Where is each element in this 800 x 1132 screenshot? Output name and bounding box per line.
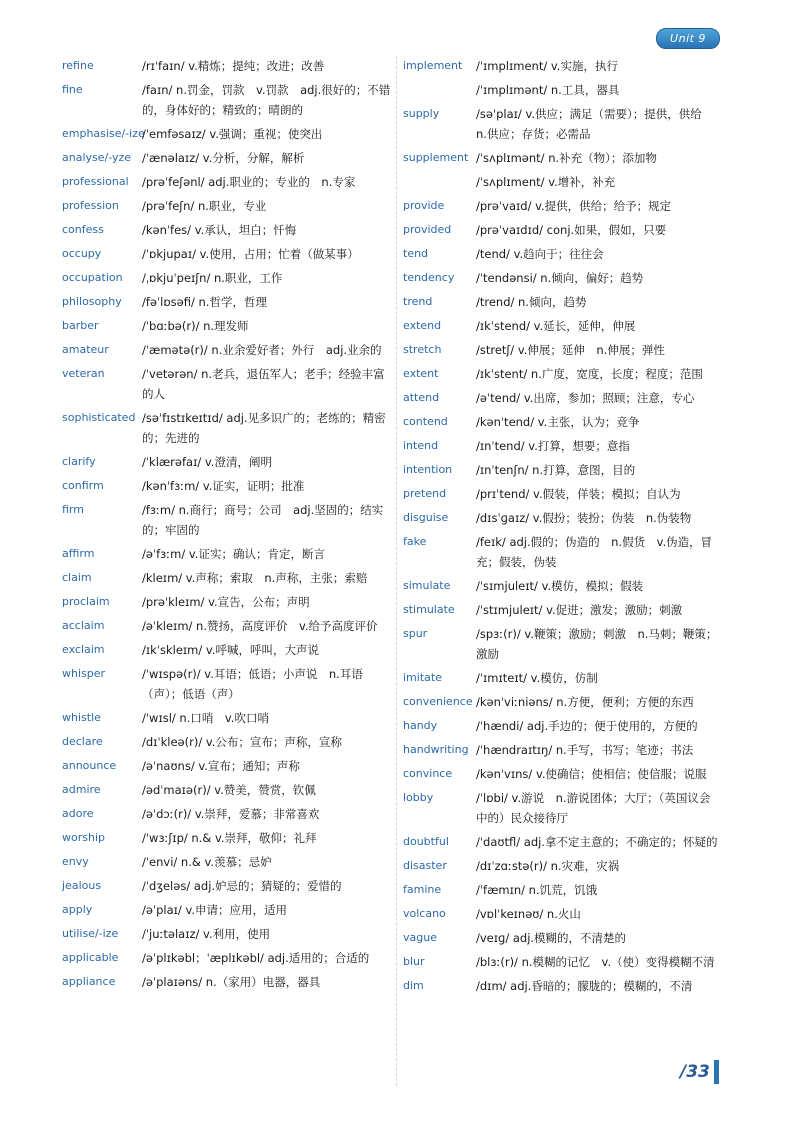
vocab-definition: /ˈjuːtəlaɪz/ v.利用，使用 <box>142 927 271 941</box>
vocab-word: emphasise/-ize <box>62 127 145 140</box>
left-column <box>62 56 392 996</box>
vocab-entry <box>62 476 392 496</box>
vocab-entry <box>62 124 392 144</box>
vocab-definition: /kleɪm/ v.声称；索取 n.声称，主张；索赔 <box>142 571 368 585</box>
vocab-definition: /tend/ v.趋向于；往往会 <box>476 247 604 261</box>
vocab-entry <box>403 576 721 596</box>
vocab-definition: /fɜːm/ n.商行；商号；公司 adj.坚固的；结实的；牢固的 <box>142 503 384 537</box>
vocab-word: confess <box>62 223 104 236</box>
vocab-word: whistle <box>62 711 101 724</box>
vocab-word: announce <box>62 759 117 772</box>
vocab-entry <box>62 364 392 404</box>
vocab-word: extend <box>403 319 442 332</box>
vocab-word: clarify <box>62 455 96 468</box>
vocab-entry <box>62 340 392 360</box>
vocab-entry <box>62 664 392 704</box>
vocab-word: tend <box>403 247 429 260</box>
vocab-definition: /kənˈviːniəns/ n.方便，便利；方便的东西 <box>476 695 694 709</box>
vocab-entry <box>403 244 721 264</box>
vocab-entry <box>403 740 721 760</box>
vocab-entry <box>62 948 392 968</box>
vocab-word: contend <box>403 415 448 428</box>
vocab-word: intention <box>403 463 453 476</box>
vocab-definition: /ˈɪmɪteɪt/ v.模仿，仿制 <box>476 671 598 685</box>
vocab-definition: /səˈfɪstɪkeɪtɪd/ adj.见多识广的；老练的；精密的；先进的 <box>142 411 386 445</box>
vocab-word: occupy <box>62 247 102 260</box>
vocab-entry <box>62 148 392 168</box>
vocab-entry <box>403 196 721 216</box>
vocab-entry <box>403 532 721 572</box>
vocab-definition: /kənˈfɜːm/ v.证实，证明；批准 <box>142 479 305 493</box>
vocab-entry <box>403 880 721 900</box>
vocab-entry <box>403 788 721 828</box>
vocab-entry <box>62 568 392 588</box>
vocab-word: trend <box>403 295 433 308</box>
vocab-word: appliance <box>62 975 116 988</box>
vocab-entry <box>403 172 721 192</box>
vocab-definition: /dɪˈzɑːstə(r)/ n.灾难，灾祸 <box>476 859 620 873</box>
vocab-definition: /ˈvetərən/ n.老兵，退伍军人；老手；经验丰富的人 <box>142 367 385 401</box>
right-column <box>403 56 721 1000</box>
unit-badge: Unit 9 <box>656 28 720 49</box>
vocab-entry <box>62 972 392 992</box>
vocab-definition: /prɪˈtend/ v.假装，佯装；模拟；自认为 <box>476 487 681 501</box>
vocab-definition: /ˈwɪsl/ n.口哨 v.吹口哨 <box>142 711 269 725</box>
vocab-entry <box>62 804 392 824</box>
vocab-entry <box>403 764 721 784</box>
vocab-definition: /prəˈfeʃənl/ adj.职业的；专业的 n.专家 <box>142 175 356 189</box>
vocab-word: amateur <box>62 343 109 356</box>
vocab-definition: /ɪkˈstend/ v.延长，延伸，伸展 <box>476 319 636 333</box>
vocab-entry <box>403 340 721 360</box>
vocab-entry <box>403 388 721 408</box>
page-number: /33 <box>680 1062 710 1082</box>
vocab-entry <box>403 268 721 288</box>
vocab-entry <box>403 484 721 504</box>
vocab-definition: /ˈtendənsi/ n.倾向，偏好；趋势 <box>476 271 644 285</box>
vocab-word: famine <box>403 883 442 896</box>
vocab-word: jealous <box>62 879 102 892</box>
vocab-word: volcano <box>403 907 446 920</box>
vocab-definition: /prəˈfeʃn/ n.职业，专业 <box>142 199 267 213</box>
vocab-entry <box>62 196 392 216</box>
page-number-bar <box>714 1060 719 1084</box>
vocab-word: provided <box>403 223 452 236</box>
vocab-definition: /ˌɒkjuˈpeɪʃn/ n.职业，工作 <box>142 271 283 285</box>
vocab-definition: /faɪn/ n.罚金，罚款 v.罚款 adj.很好的；不错的，身体好的；精致的；晴朗的 <box>142 83 391 117</box>
vocab-entry <box>403 952 721 972</box>
vocab-definition: /dɪˈkleə(r)/ v.公布；宣布；声称，宣称 <box>142 735 342 749</box>
vocab-definition: /ˈsʌplɪment/ v.增补，补充 <box>476 175 616 189</box>
vocab-entry <box>62 452 392 472</box>
vocab-definition: /ˈdaʊtfl/ adj.拿不定主意的；不确定的；怀疑的 <box>476 835 718 849</box>
vocab-word: dim <box>403 979 424 992</box>
vocab-definition: /ɪnˈtend/ v.打算，想要；意指 <box>476 439 630 453</box>
vocab-definition: /ˈdʒeləs/ adj.妒忌的；猜疑的；爱惜的 <box>142 879 342 893</box>
vocab-definition: /ɪnˈtenʃn/ n.打算，意图，目的 <box>476 463 636 477</box>
vocab-word: spur <box>403 627 428 640</box>
vocab-definition: /kənˈvɪns/ v.使确信；使相信；使信服；说服 <box>476 767 707 781</box>
vocab-definition: /əˈnaʊns/ v.宣布；通知；声称 <box>142 759 300 773</box>
vocab-word: apply <box>62 903 93 916</box>
vocab-word: stretch <box>403 343 442 356</box>
vocab-definition: /ˈwɜːʃɪp/ n.& v.崇拜，敬仰；礼拜 <box>142 831 317 845</box>
vocab-entry <box>403 80 721 100</box>
vocab-definition: /ˈɪmplɪment/ v.实施，执行 <box>476 59 618 73</box>
vocab-entry <box>403 668 721 688</box>
vocab-word: convenience <box>403 695 473 708</box>
vocab-definition: /dɪm/ adj.昏暗的；朦胧的；模糊的，不清 <box>476 979 693 993</box>
vocab-entry <box>62 172 392 192</box>
vocab-entry <box>62 828 392 848</box>
vocab-word: fine <box>62 83 83 96</box>
vocab-definition: /ˈænəlaɪz/ v.分析，分解，解析 <box>142 151 305 165</box>
vocab-entry <box>62 708 392 728</box>
vocab-entry <box>403 856 721 876</box>
vocab-word: convince <box>403 767 453 780</box>
vocab-word: intend <box>403 439 439 452</box>
vocab-definition: /əˈplaɪ/ v.申请；应用，适用 <box>142 903 288 917</box>
vocab-definition: /blɜː(r)/ n.模糊的记忆 v.（使）变得模糊不清 <box>476 955 715 969</box>
vocab-entry <box>403 436 721 456</box>
vocab-entry <box>62 80 392 120</box>
vocab-entry <box>62 316 392 336</box>
vocab-entry <box>403 292 721 312</box>
vocab-word: stimulate <box>403 603 455 616</box>
vocab-definition: /feɪk/ adj.假的；伪造的 n.假货 v.伪造，冒充；假装，伪装 <box>476 535 713 569</box>
vocab-entry <box>62 592 392 612</box>
vocab-definition: /ˈenvi/ n.& v.羡慕；忌妒 <box>142 855 272 869</box>
vocab-definition: /ˈlɒbi/ v.游说 n.游说团体；大厅；（英国议会中的）民众接待厅 <box>476 791 711 825</box>
vocab-entry <box>62 780 392 800</box>
vocab-definition: /kənˈtend/ v.主张，认为；竞争 <box>476 415 640 429</box>
vocab-word: proclaim <box>62 595 110 608</box>
vocab-word: lobby <box>403 791 434 804</box>
vocab-definition: /ˈæmətə(r)/ n.业余爱好者；外行 adj.业余的 <box>142 343 382 357</box>
vocab-entry <box>62 292 392 312</box>
vocab-entry <box>403 460 721 480</box>
vocab-word: adore <box>62 807 94 820</box>
vocab-word: confirm <box>62 479 104 492</box>
vocab-word: supply <box>403 107 440 120</box>
vocab-word: supplement <box>403 151 469 164</box>
vocab-word: declare <box>62 735 103 748</box>
vocab-entry <box>62 616 392 636</box>
vocab-entry <box>62 876 392 896</box>
vocab-word: professional <box>62 175 129 188</box>
vocab-word: imitate <box>403 671 442 684</box>
vocab-definition: /prəˈvaɪdɪd/ conj.如果，假如，只要 <box>476 223 667 237</box>
vocab-word: simulate <box>403 579 451 592</box>
vocab-entry <box>62 756 392 776</box>
vocab-definition: /ˈbɑːbə(r)/ n.理发师 <box>142 319 249 333</box>
vocab-word: disaster <box>403 859 447 872</box>
vocab-entry <box>403 624 721 664</box>
vocab-definition: /əˈdɔː(r)/ v.崇拜，爱慕；非常喜欢 <box>142 807 320 821</box>
vocab-entry <box>62 56 392 76</box>
vocab-definition: /kənˈfes/ v.承认，坦白；忏悔 <box>142 223 297 237</box>
vocab-entry <box>62 408 392 448</box>
vocab-entry <box>403 716 721 736</box>
vocab-definition: /ˈfæmɪn/ n.饥荒，饥饿 <box>476 883 598 897</box>
vocab-word: attend <box>403 391 440 404</box>
vocab-word: doubtful <box>403 835 449 848</box>
vocab-entry <box>62 900 392 920</box>
vocab-word: utilise/-ize <box>62 927 119 940</box>
vocab-word: handy <box>403 719 438 732</box>
vocab-entry <box>62 268 392 288</box>
vocab-entry <box>403 928 721 948</box>
vocab-definition: /əˈkleɪm/ n.赞扬，高度评价 v.给予高度评价 <box>142 619 378 633</box>
vocab-definition: /ˈɒkjupaɪ/ v.使用，占用；忙着（做某事） <box>142 247 359 261</box>
vocab-definition: /ˈemfəsaɪz/ v.强调；重视；使突出 <box>142 127 323 141</box>
vocab-definition: /əˈplaɪəns/ n.（家用）电器，器具 <box>142 975 321 989</box>
vocab-definition: /ˈwɪspə(r)/ v.耳语；低语；小声说 n.耳语（声）；低语（声） <box>142 667 363 701</box>
vocab-entry <box>62 244 392 264</box>
vocab-word: barber <box>62 319 99 332</box>
vocab-entry <box>62 924 392 944</box>
vocab-entry <box>62 640 392 660</box>
vocab-word: acclaim <box>62 619 105 632</box>
vocab-definition: /vɒlˈkeɪnəʊ/ n.火山 <box>476 907 581 921</box>
vocab-entry <box>403 104 721 144</box>
vocab-definition: /ˈɪmplɪmənt/ n.工具，器具 <box>476 83 620 97</box>
vocab-entry <box>62 852 392 872</box>
vocab-definition: /ˈhændi/ adj.手边的；便于使用的，方便的 <box>476 719 698 733</box>
vocab-word: pretend <box>403 487 447 500</box>
vocab-word: vague <box>403 931 437 944</box>
vocab-entry <box>403 56 721 76</box>
vocab-word: handwriting <box>403 743 469 756</box>
vocab-word: sophisticated <box>62 411 136 424</box>
vocab-word: fake <box>403 535 427 548</box>
vocab-word: extent <box>403 367 439 380</box>
vocab-entry <box>403 316 721 336</box>
vocab-definition: /ˈsʌplɪmənt/ n.补充（物）；添加物 <box>476 151 657 165</box>
vocab-word: veteran <box>62 367 105 380</box>
vocab-word: blur <box>403 955 425 968</box>
vocab-word: firm <box>62 503 84 516</box>
vocab-entry <box>403 976 721 996</box>
vocab-word: exclaim <box>62 643 105 656</box>
vocab-definition: /ˈstɪmjuleɪt/ v.促进；激发；激励；刺激 <box>476 603 683 617</box>
vocab-entry <box>403 904 721 924</box>
vocab-entry <box>403 412 721 432</box>
vocab-entry <box>403 220 721 240</box>
vocab-entry <box>62 732 392 752</box>
vocab-definition: /prəˈkleɪm/ v.宣告，公布；声明 <box>142 595 310 609</box>
column-divider <box>396 56 397 1086</box>
vocab-word: refine <box>62 59 94 72</box>
vocab-word: profession <box>62 199 119 212</box>
vocab-definition: /səˈplaɪ/ v.供应；满足（需要）；提供，供给 n.供应；存货；必需品 <box>476 107 714 141</box>
vocab-definition: /əˈfɜːm/ v.证实；确认；肯定，断言 <box>142 547 325 561</box>
vocab-word: envy <box>62 855 89 868</box>
vocab-definition: /ɪkˈskleɪm/ v.呼喊，呼叫，大声说 <box>142 643 319 657</box>
vocab-definition: /rɪˈfaɪn/ v.精炼；提纯；改进；改善 <box>142 59 325 73</box>
vocab-entry <box>403 508 721 528</box>
vocab-definition: /fəˈlɒsəfi/ n.哲学，哲理 <box>142 295 267 309</box>
vocab-word: applicable <box>62 951 119 964</box>
vocab-definition: /əˈplɪkəbl；ˈæplɪkəbl/ adj.适用的；合适的 <box>142 951 370 965</box>
vocab-word: admire <box>62 783 101 796</box>
vocab-word: philosophy <box>62 295 122 308</box>
vocab-word: provide <box>403 199 445 212</box>
vocab-word: occupation <box>62 271 123 284</box>
vocab-definition: /dɪsˈɡaɪz/ v.假扮；装扮；伪装 n.伪装物 <box>476 511 692 525</box>
vocab-definition: /əˈtend/ v.出席，参加；照顾；注意，专心 <box>476 391 695 405</box>
vocab-word: affirm <box>62 547 95 560</box>
vocab-definition: /ˈklærəfaɪ/ v.澄清，阐明 <box>142 455 272 469</box>
vocab-word: analyse/-yze <box>62 151 132 164</box>
vocab-definition: /trend/ n.倾向，趋势 <box>476 295 587 309</box>
vocab-word: tendency <box>403 271 455 284</box>
vocab-definition: /prəˈvaɪd/ v.提供，供给；给予；规定 <box>476 199 672 213</box>
vocab-word: whisper <box>62 667 106 680</box>
vocab-definition: /ˈhændraɪtɪŋ/ n.手写，书写；笔迹；书法 <box>476 743 694 757</box>
vocab-definition: /ɪkˈstent/ n.广度，宽度，长度；程度；范围 <box>476 367 703 381</box>
vocab-entry <box>62 220 392 240</box>
vocab-definition: /ədˈmaɪə(r)/ v.赞美，赞赏，钦佩 <box>142 783 316 797</box>
vocab-word: implement <box>403 59 463 72</box>
vocab-entry <box>403 832 721 852</box>
vocab-entry <box>62 544 392 564</box>
vocab-entry <box>403 600 721 620</box>
vocab-definition: /ˈsɪmjuleɪt/ v.模仿，模拟；假装 <box>476 579 644 593</box>
vocab-definition: /spɜː(r)/ v.鞭策；激励；刺激 n.马刺；鞭策；激励 <box>476 627 718 661</box>
vocab-definition: /stretʃ/ v.伸展；延伸 n.伸展；弹性 <box>476 343 665 357</box>
vocab-definition: /veɪɡ/ adj.模糊的，不清楚的 <box>476 931 627 945</box>
vocab-word: disguise <box>403 511 449 524</box>
vocab-word: worship <box>62 831 105 844</box>
vocab-entry <box>403 148 721 168</box>
vocab-entry <box>403 692 721 712</box>
vocab-entry <box>403 364 721 384</box>
vocab-entry <box>62 500 392 540</box>
vocab-word: claim <box>62 571 92 584</box>
